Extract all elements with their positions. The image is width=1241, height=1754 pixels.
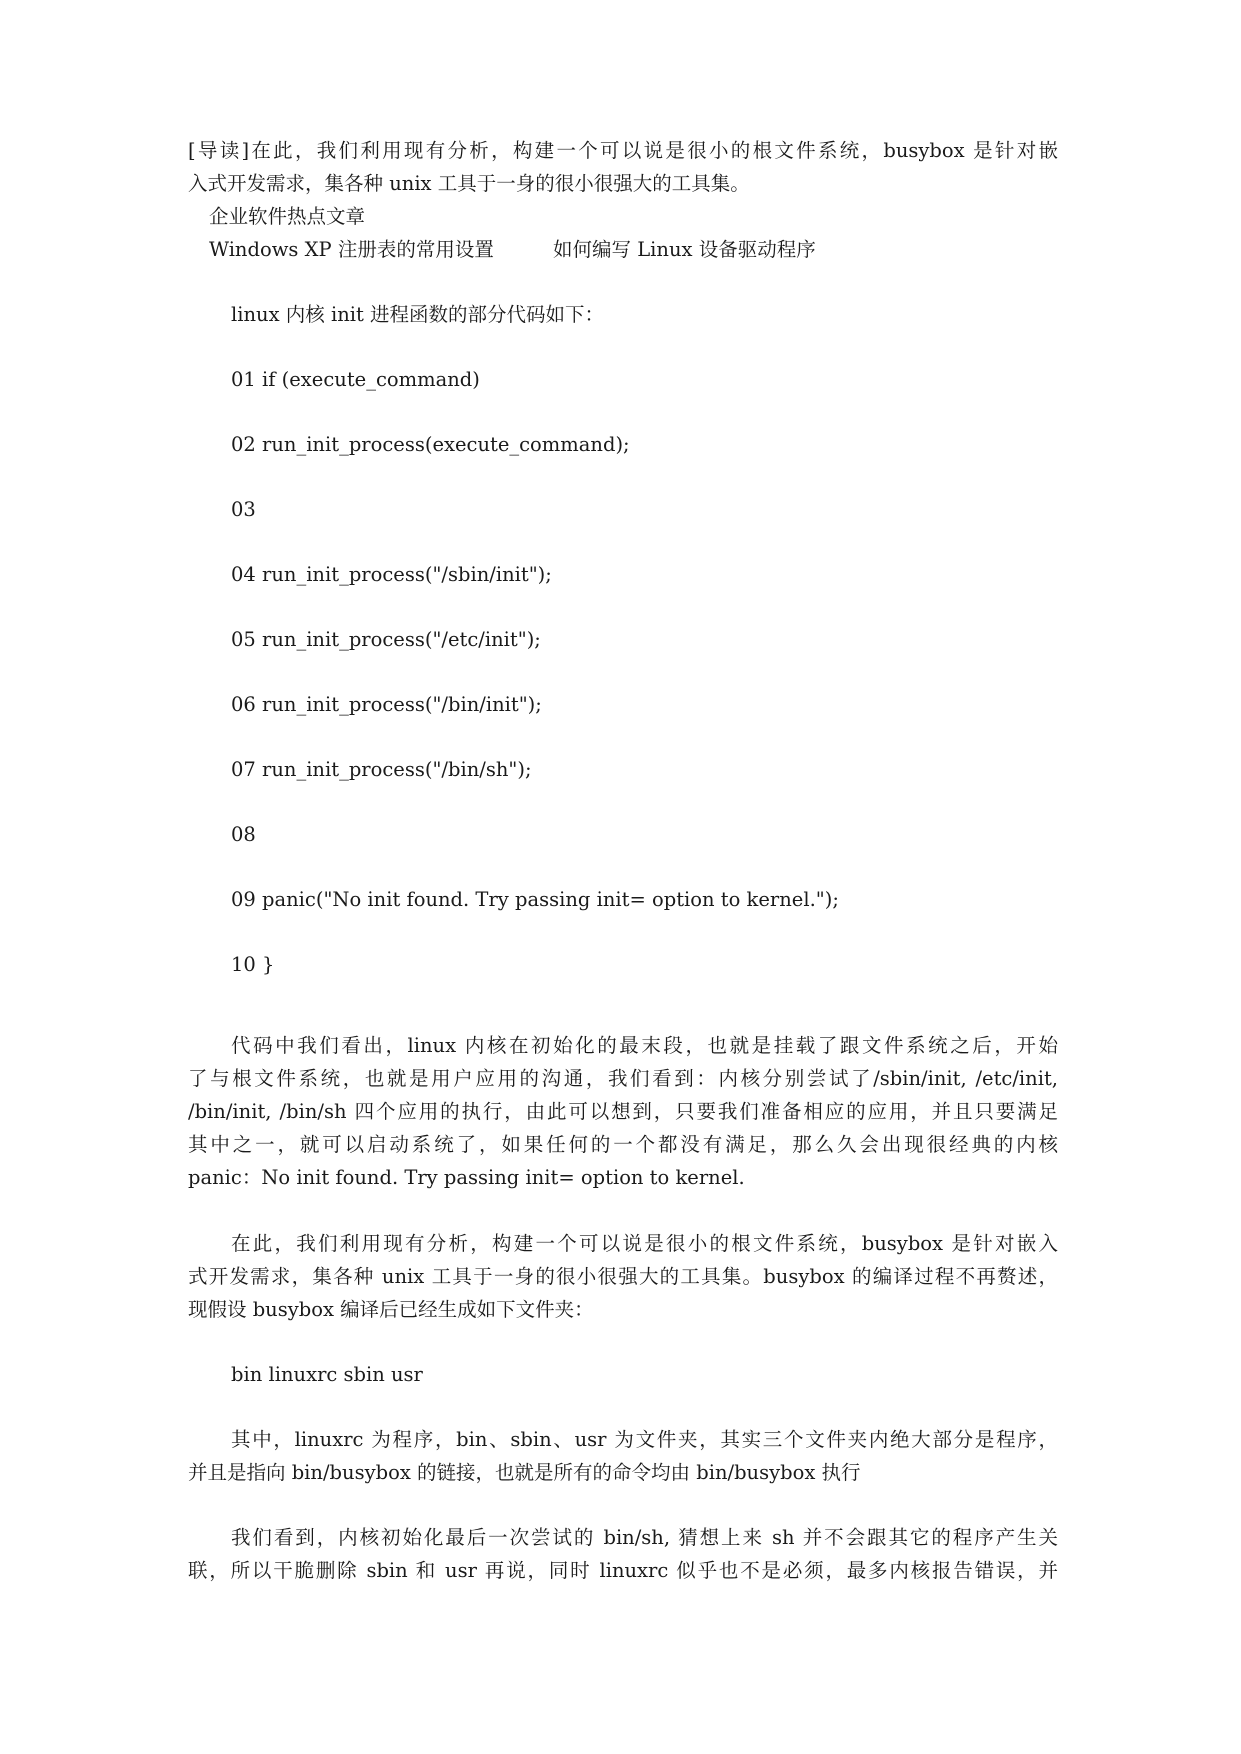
paragraph-1-line: 其中之一，就可以启动系统了，如果任何的一个都没有满足，那么久会出现很经典的内核 xyxy=(188,1133,1058,1156)
paragraph-1-line: /bin/init, /bin/sh 四个应用的执行，由此可以想到，只要我们准备相应的应用，并且只要满足 xyxy=(188,1100,1058,1123)
code-line: 04 run_init_process("/sbin/init"); xyxy=(231,563,552,586)
code-line: 01 if (execute_command) xyxy=(231,368,480,391)
paragraph-1-line: panic：No init found. Try passing init= option to kernel. xyxy=(188,1166,745,1189)
code-line: 10 } xyxy=(231,953,275,976)
paragraph-3-line: 其中，linuxrc 为程序，bin、sbin、usr 为文件夹，其实三个文件夹内绝大部分是程序， xyxy=(231,1428,1058,1451)
code-line: 06 run_init_process("/bin/init"); xyxy=(231,693,542,716)
code-line: 09 panic("No init found. Try passing init= option to kernel."); xyxy=(231,888,839,911)
paragraph-1-line: 了与根文件系统，也就是用户应用的沟通，我们看到：内核分别尝试了/sbin/init, /etc/init, xyxy=(188,1067,1058,1090)
hot-articles-heading: 企业软件热点文章 xyxy=(209,205,366,228)
paragraph-2-line: 在此，我们利用现有分析，构建一个可以说是很小的根文件系统，busybox 是针对嵌入 xyxy=(231,1232,1058,1255)
code-line: 02 run_init_process(execute_command); xyxy=(231,433,630,456)
paragraph-4-line: 联，所以干脆删除 sbin 和 usr 再说，同时 linuxrc 似乎也不是必须，最多内核报告错误，并 xyxy=(188,1559,1058,1582)
folder-list: bin linuxrc sbin usr xyxy=(231,1363,423,1386)
paragraph-4-line: 我们看到，内核初始化最后一次尝试的 bin/sh, 猜想上来 sh 并不会跟其它的程序产生关 xyxy=(231,1526,1058,1549)
code-intro: linux 内核 init 进程函数的部分代码如下： xyxy=(231,303,605,326)
paragraph-3-line: 并且是指向 bin/busybox 的链接，也就是所有的命令均由 bin/busybox 执行 xyxy=(188,1461,861,1484)
intro-line-1: [导读]在此，我们利用现有分析，构建一个可以说是很小的根文件系统，busybox 是针对嵌 xyxy=(188,139,1058,162)
code-line: 03 xyxy=(231,498,256,521)
hot-article-link-2[interactable]: 如何编写 Linux 设备驱动程序 xyxy=(553,238,816,261)
code-line: 07 run_init_process("/bin/sh"); xyxy=(231,758,532,781)
code-line: 08 xyxy=(231,823,256,846)
paragraph-1-line: 代码中我们看出，linux 内核在初始化的最末段，也就是挂载了跟文件系统之后，开始 xyxy=(231,1034,1058,1057)
code-line: 05 run_init_process("/etc/init"); xyxy=(231,628,541,651)
paragraph-2-line: 式开发需求，集各种 unix 工具于一身的很小很强大的工具集。busybox 的编译过程不再赘述， xyxy=(188,1265,1058,1288)
paragraph-2-line: 现假设 busybox 编译后已经生成如下文件夹： xyxy=(188,1298,594,1321)
intro-line-2: 入式开发需求，集各种 unix 工具于一身的很小很强大的工具集。 xyxy=(188,172,750,195)
hot-article-link-1[interactable]: Windows XP 注册表的常用设置 xyxy=(209,238,494,261)
